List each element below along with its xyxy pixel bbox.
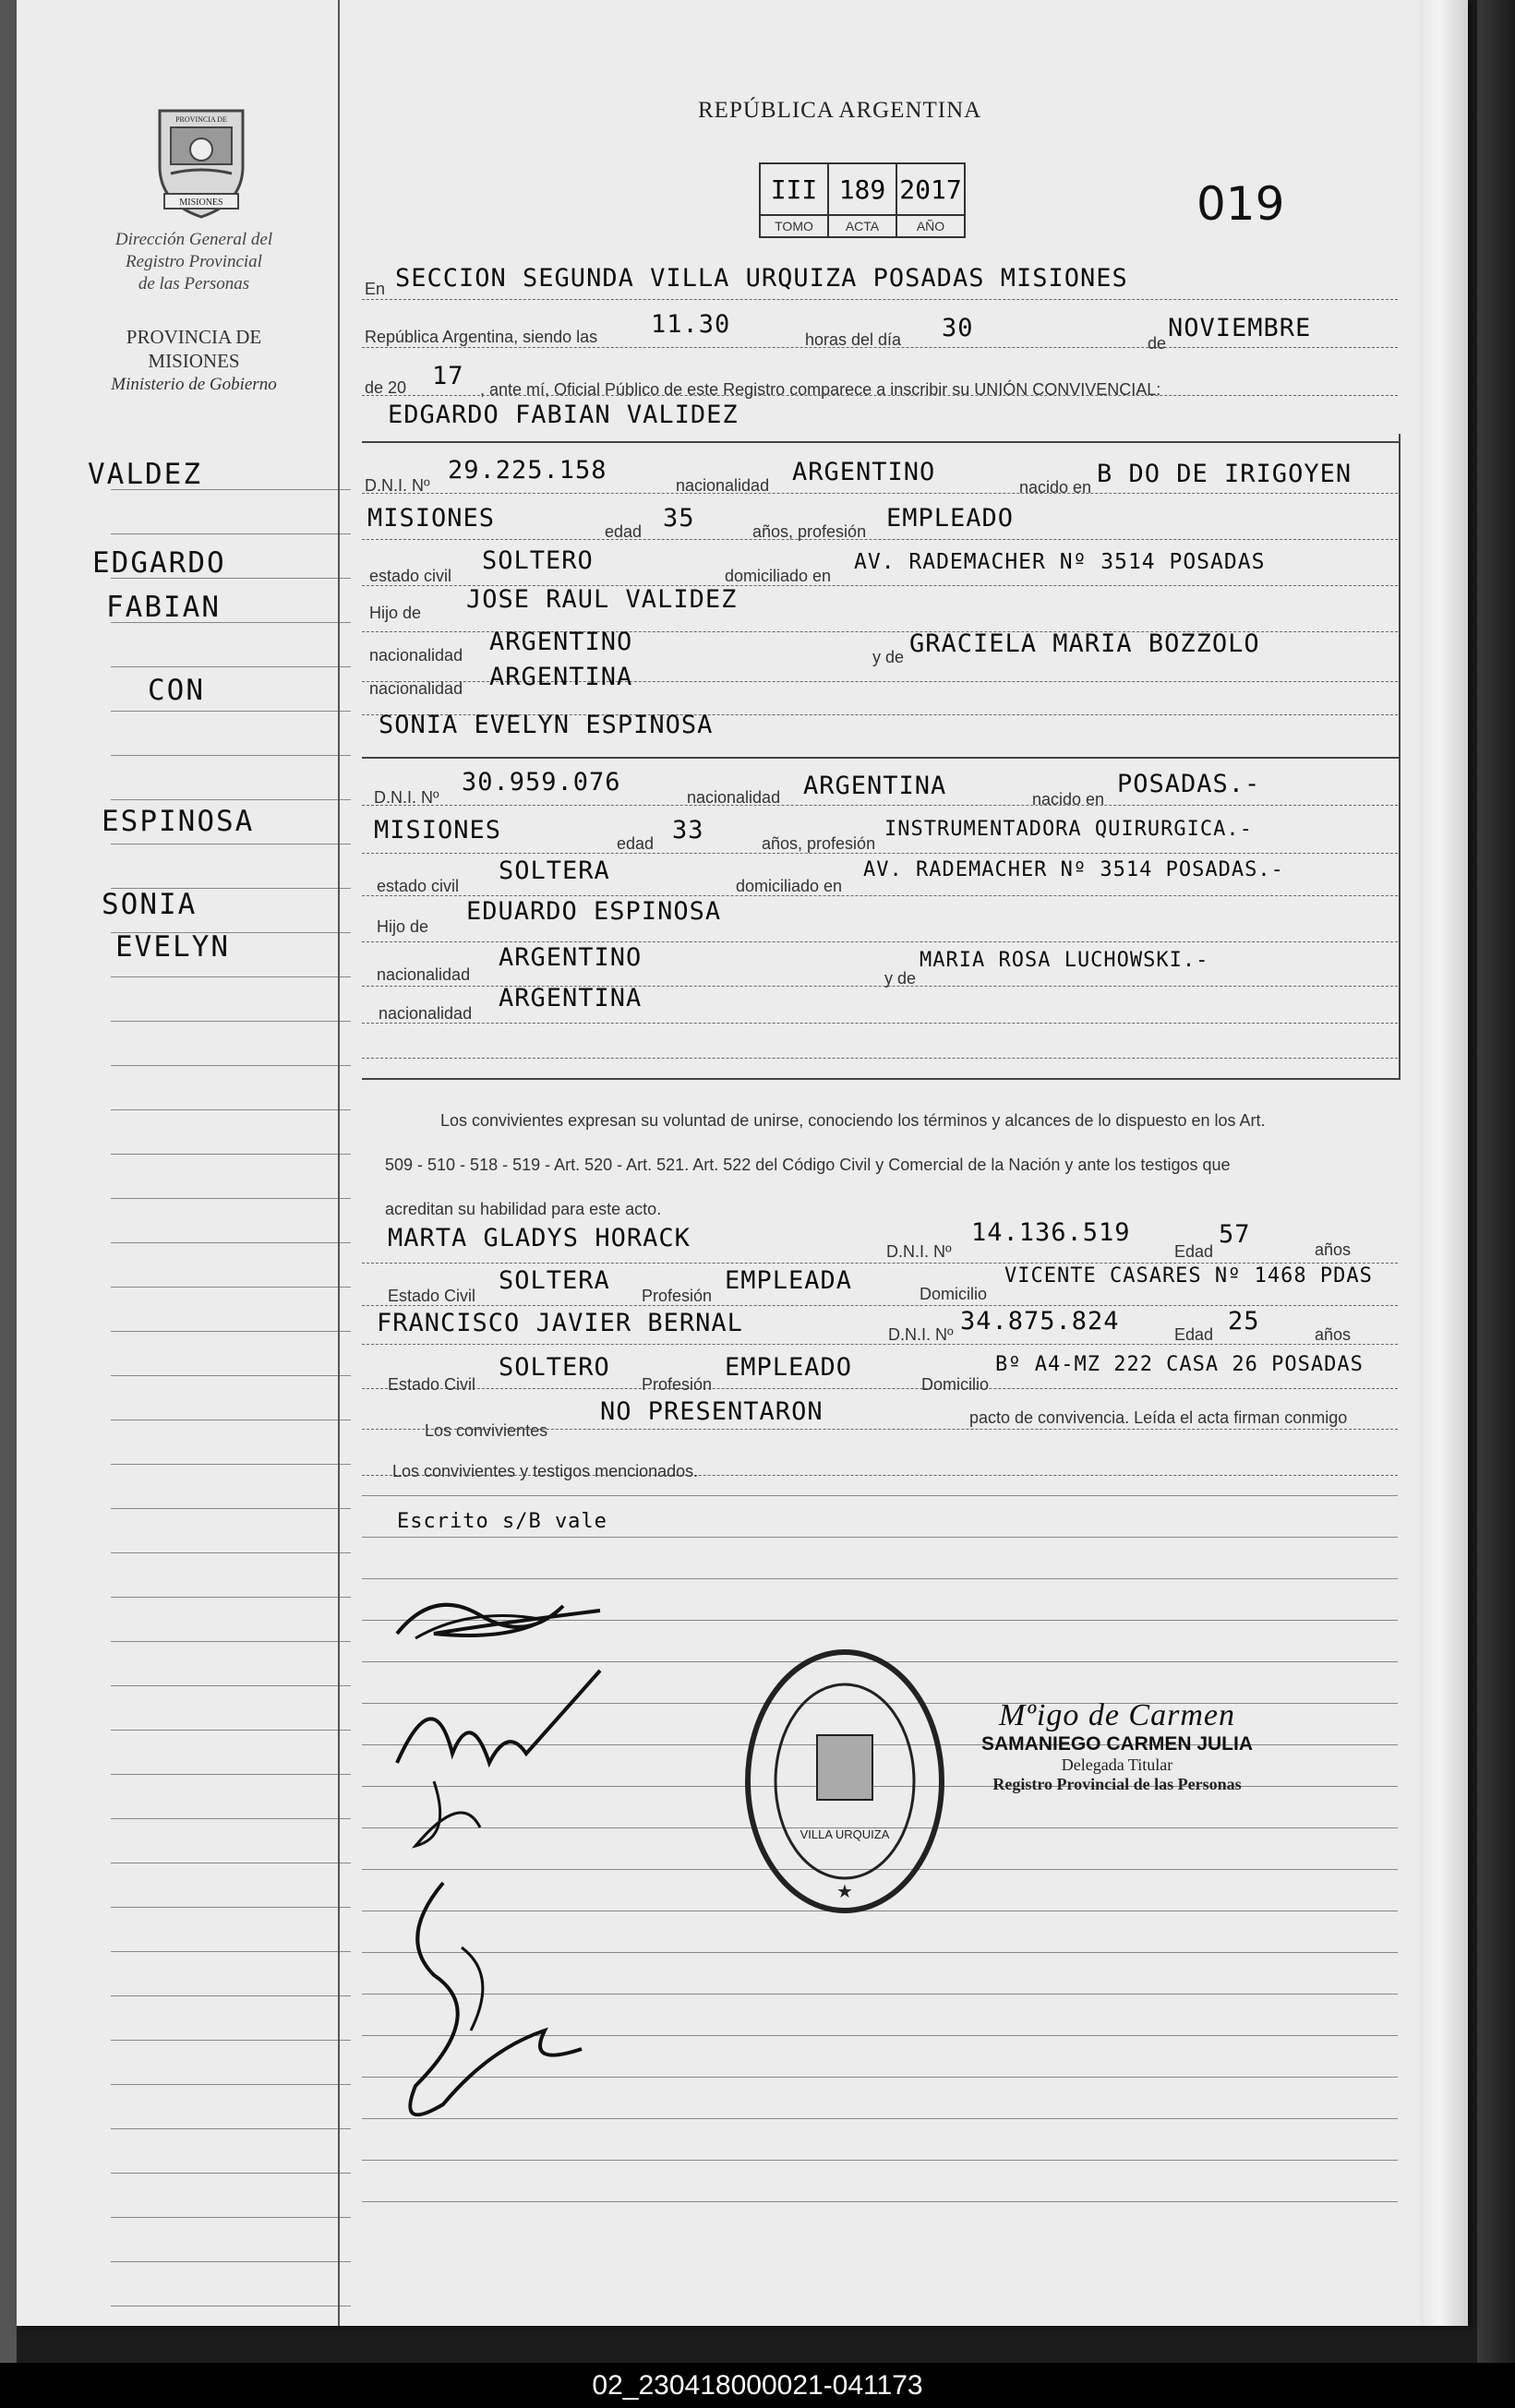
label-dni: D.N.I. Nº [888, 1325, 954, 1344]
official-office: Registro Provincial de las Personas [992, 1775, 1242, 1793]
person1-nacido: B DO DE IRIGOYEN [1097, 460, 1353, 488]
margin-rule [111, 1818, 351, 1819]
margin-rule [111, 1464, 351, 1465]
person2-padre-nac: ARGENTINO [499, 943, 643, 972]
institution-line: Registro Provincial [126, 252, 262, 271]
witness2-edad: 25 [1228, 1307, 1260, 1336]
person2-domicilio: AV. RADEMACHER Nº 3514 POSADAS.- [863, 858, 1284, 881]
label-anios: años [1315, 1240, 1352, 1259]
label-profesion: Profesión [642, 1375, 713, 1394]
person2-estado: SOLTERA [499, 857, 610, 885]
label-estado-civil: Estado Civil [388, 1375, 476, 1394]
label-hijo-de: Hijo de [369, 604, 422, 622]
witness1-domicilio: VICENTE CASARES Nº 1468 PDAS [1004, 1264, 1373, 1288]
margin-rule [111, 1375, 351, 1376]
label-nacido: nacido en [1032, 790, 1105, 809]
svg-text:PROVINCIA DE: PROVINCIA DE [175, 115, 227, 124]
margin-rule [111, 1065, 351, 1066]
anio-value-text: 17 [432, 362, 464, 390]
institution-line: de las Personas [138, 274, 250, 294]
margin-divider [338, 0, 340, 2326]
person2-edad: 33 [672, 816, 704, 845]
tomo-label: TOMO [775, 219, 813, 234]
label-estado-civil: Estado Civil [388, 1287, 476, 1305]
acta-box [829, 164, 897, 236]
section-value: SECCION SEGUNDA VILLA URQUIZA POSADAS MISIONES [395, 264, 1128, 293]
stamp-place-text: VILLA URQUIZA [800, 1827, 890, 1841]
person2-profesion: INSTRUMENTADORA QUIRURGICA.- [884, 818, 1253, 841]
official-role: Delegada Titular [1061, 1755, 1173, 1774]
ruled-line [362, 1537, 1398, 1538]
margin-rule [111, 1552, 351, 1553]
anio-box [897, 164, 964, 236]
margin-rule [111, 755, 351, 756]
person2-nacido: POSADAS.- [1117, 770, 1261, 798]
person1-nacido2: MISIONES [367, 504, 496, 533]
label-ante-mi: , ante mí, Oficial Público de este Registro comparece a inscribir su UNIÓN CONVIVENCIAL: [480, 380, 1161, 399]
person2-nacionalidad: ARGENTINA [803, 772, 947, 800]
margin-rule [111, 1198, 351, 1199]
label-anios-profesion: años, profesión [762, 834, 876, 853]
person1-edad: 35 [663, 504, 695, 533]
line-p1-edad [362, 504, 1398, 540]
label-convivientes: Los convivientes [425, 1421, 548, 1440]
margin-rule [111, 1242, 351, 1243]
margin-rule [111, 1685, 351, 1686]
rule [362, 757, 1400, 759]
person2-madre-nac: ARGENTINA [499, 984, 643, 1012]
margin-given-name-2a: SONIA [102, 888, 198, 921]
label-horas-dia: horas del día [805, 330, 902, 349]
ruled-line [362, 2160, 1398, 2161]
signature-3 [360, 1864, 619, 2141]
acta-label: ACTA [845, 219, 880, 234]
witness1-edad: 57 [1219, 1220, 1251, 1249]
margin-rule [111, 2261, 351, 2262]
witness2-name: FRANCISCO JAVIER BERNAL [377, 1309, 743, 1337]
label-nacionalidad: nacionalidad [687, 788, 781, 807]
ruled-line [362, 2201, 1398, 2202]
margin-rule [111, 1331, 351, 1332]
legal-line: acreditan su habilidad para este acto. [385, 1200, 662, 1218]
background-right [1477, 0, 1515, 2363]
label-nacionalidad: nacionalidad [676, 476, 770, 495]
margin-rule [111, 1730, 351, 1731]
margin-surname-1: VALDEZ [88, 458, 202, 491]
margin-rule [111, 2084, 351, 2085]
ministry-name: Ministerio de Gobierno [111, 375, 277, 394]
witness1-estado: SOLTERA [499, 1266, 610, 1295]
label-de20: de 20 [365, 378, 407, 397]
label-domicilio: domiciliado en [736, 877, 843, 895]
person2-name: SONIA EVELYN ESPINOSA [379, 711, 714, 739]
label-hijo-de: Hijo de [377, 917, 429, 936]
margin-rule [111, 1021, 351, 1022]
label-edad: Edad [1174, 1242, 1214, 1261]
witness2-domicilio: Bº A4-MZ 222 CASA 26 POSADAS [995, 1353, 1364, 1376]
margin-surname-2: ESPINOSA [102, 805, 255, 838]
label-edad: Edad [1174, 1325, 1214, 1344]
enmienda-note: Escrito s/B vale [397, 1510, 607, 1533]
person2-madre: MARIA ROSA LUCHOWSKI.- [920, 949, 1209, 972]
institution-line: Dirección General del [114, 230, 273, 249]
label-domicilio: domiciliado en [725, 567, 832, 585]
witness1-name: MARTA GLADYS HORACK [388, 1224, 691, 1252]
label-y-de: y de [872, 648, 905, 666]
margin-rule [111, 533, 351, 534]
label-anios-profesion: años, profesión [752, 522, 867, 541]
anio-label: AÑO [916, 219, 945, 234]
label-en: En [365, 280, 386, 298]
presentaron-value: NO PRESENTARON [600, 1397, 824, 1426]
margin-rule [111, 1641, 351, 1642]
official-signature: Mºigo de Carmen [999, 1698, 1235, 1732]
hora-value: 11.30 [651, 310, 731, 339]
margin-rule [111, 1287, 351, 1288]
person1-padre: JOSE RAUL VALIDEZ [466, 585, 738, 614]
margin-rule [111, 1154, 351, 1155]
label-nacionalidad: nacionalidad [369, 679, 463, 698]
label-dni: D.N.I. Nº [886, 1242, 952, 1261]
witness2-profesion: EMPLEADO [725, 1353, 853, 1382]
margin-rule [111, 2173, 351, 2174]
registry-boxes [759, 162, 966, 238]
person1-nacionalidad: ARGENTINO [792, 458, 936, 486]
province-line: PROVINCIA DE [126, 326, 262, 348]
page-binding [1420, 0, 1468, 2326]
margin-rule [111, 1951, 351, 1952]
person1-profesion: EMPLEADO [886, 504, 1015, 533]
margin-rule [111, 1597, 351, 1598]
misiones-coat-of-arms-icon [141, 102, 261, 222]
label-edad: edad [617, 834, 655, 853]
label-de: de [1148, 334, 1167, 353]
rule [362, 441, 1400, 443]
svg-text:MISIONES: MISIONES [179, 198, 223, 208]
margin-rule [111, 1907, 351, 1908]
person2-padre: EDUARDO ESPINOSA [466, 897, 722, 926]
person2-dni: 30.959.076 [462, 768, 621, 797]
image-id-footer: 02_230418000021-041173 [0, 2363, 1515, 2408]
label-nacionalidad: nacionalidad [379, 1004, 473, 1023]
official-signature-block [942, 1698, 1293, 1794]
anio-value: 2017 [897, 164, 964, 216]
margin-rule [111, 711, 351, 712]
label-rep-siendo: República Argentina, siendo las [365, 328, 598, 346]
province-name [55, 325, 332, 397]
signature-1 [379, 1569, 619, 1661]
label-nacionalidad: nacionalidad [377, 965, 471, 984]
margin-rule [111, 1109, 351, 1110]
margin-rule [111, 2217, 351, 2218]
province-line: MISIONES [148, 350, 240, 372]
legal-line: 509 - 510 - 518 - 519 - Art. 520 - Art. 521. Art. 522 del Código Civil y Comercial de la Nación y ante los testigos que [385, 1156, 1231, 1174]
official-name: SAMANIEGO CARMEN JULIA [980, 1733, 1253, 1755]
label-estado-civil: estado civil [377, 877, 460, 895]
margin-rule [111, 799, 351, 800]
svg-text:★: ★ [836, 1882, 853, 1902]
label-domicilio: Domicilio [920, 1285, 988, 1303]
acta-value: 189 [829, 164, 896, 216]
tomo-value: III [761, 164, 827, 216]
line-blank [362, 1023, 1398, 1059]
witness2-dni: 34.875.824 [960, 1307, 1120, 1336]
label-nacionalidad: nacionalidad [369, 646, 463, 665]
official-stamp-icon [739, 1643, 951, 1920]
ruled-line [362, 1495, 1398, 1496]
margin-given-name-2b: EVELYN [115, 930, 230, 964]
margin-rule [111, 1995, 351, 1996]
margin-given-name-1b: FABIAN [106, 591, 221, 624]
label-dni: D.N.I. Nº [374, 788, 439, 807]
label-domicilio: Domicilio [921, 1375, 990, 1394]
margin-rule [111, 976, 351, 977]
witness1-dni: 14.136.519 [971, 1218, 1131, 1247]
label-nacido: nacido en [1019, 478, 1092, 497]
folio-number: 019 [1196, 177, 1285, 231]
person1-padre-nac: ARGENTINO [489, 628, 633, 656]
legal-text [385, 1098, 1408, 1231]
margin-rule [111, 2040, 351, 2041]
margin-rule [111, 844, 351, 845]
margin-rule [111, 2128, 351, 2129]
margin-rule [111, 666, 351, 667]
person1-estado: SOLTERO [482, 546, 594, 575]
background-left [0, 0, 17, 2363]
country-title: REPÚBLICA ARGENTINA [698, 98, 982, 123]
witness1-profesion: EMPLEADA [725, 1266, 853, 1295]
tomo-box [761, 164, 829, 236]
person1-dni: 29.225.158 [448, 456, 607, 485]
label-pacto: pacto de convivencia. Leída el acta firman conmigo [969, 1408, 1348, 1427]
label-y-de: y de [884, 969, 917, 988]
person1-madre-nac: ARGENTINA [489, 663, 633, 691]
mes-value: NOVIEMBRE [1168, 314, 1312, 342]
person1-name: EDGARDO FABIAN VALIDEZ [388, 401, 739, 429]
label-profesion: Profesión [642, 1287, 713, 1305]
signature-2 [379, 1652, 655, 1855]
label-anios: años [1315, 1325, 1352, 1344]
label-dni: D.N.I. Nº [365, 476, 430, 495]
label-mencionados: Los convivientes y testigos mencionados. [392, 1462, 699, 1480]
witness2-estado: SOLTERO [499, 1353, 610, 1382]
dia-value: 30 [942, 314, 974, 342]
legal-line: Los convivientes expresan su voluntad de unirse, conociendo los términos y alcances de lo dispuesto en los Art. [440, 1111, 1266, 1130]
rule [362, 1078, 1400, 1080]
margin-given-name-1a: EDGARDO [92, 546, 226, 580]
label-edad: edad [605, 522, 643, 541]
margin-rule [111, 1508, 351, 1509]
person2-nacido2: MISIONES [374, 816, 502, 845]
margin-rule [111, 1774, 351, 1775]
label-estado-civil: estado civil [369, 567, 452, 585]
margin-con: CON [148, 674, 205, 707]
institution-name [55, 229, 332, 295]
person1-domicilio: AV. RADEMACHER Nº 3514 POSADAS [854, 550, 1266, 574]
person1-madre: GRACIELA MARIA BOZZOLO [909, 629, 1260, 658]
